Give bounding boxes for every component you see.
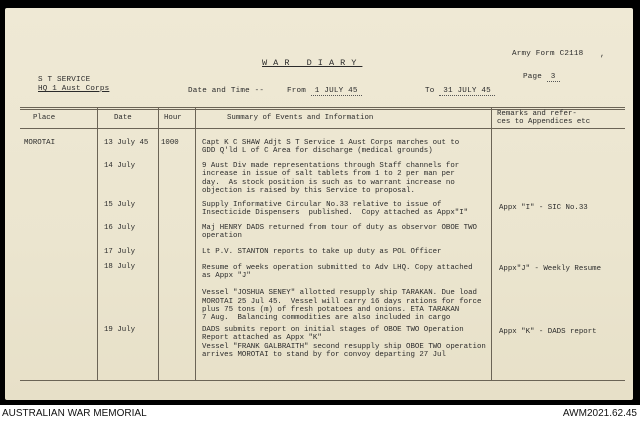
- column-header-remarks: Remarks and refer- ces to Appendices etc: [497, 110, 591, 127]
- row3-remarks: Appx "I" - SIC No.33: [499, 204, 588, 212]
- col-divider-place: [97, 108, 98, 380]
- footer-accession-number: AWM2021.62.45: [562, 408, 637, 419]
- page-label: [523, 73, 560, 81]
- row2-date: 14 July: [104, 162, 136, 170]
- pen-mark: ,: [600, 50, 605, 59]
- row7-remarks: Appx "K" - DADS report: [499, 328, 597, 336]
- unit-name-line1: S T SERVICE: [38, 76, 91, 84]
- row1-place: MOROTAI: [24, 139, 56, 147]
- row7-summary: DADS submits report on initial stages of OBOE TWO Operation Report attached as Appx "K" Vessel "FRANK GALBRAITH" second resupply ship OBOE TWO operation arrives MOROTAI to stand by for convoy departing 27 Jul: [202, 326, 486, 360]
- footer-institution: AUSTRALIAN WAR MEMORIAL: [2, 408, 147, 419]
- col-divider-summary: [491, 108, 492, 380]
- row4-summary: Maj HENRY DADS returned from tour of duty as observor OBOE TWO operation: [202, 224, 477, 241]
- table-header-rule: [20, 128, 625, 129]
- war-diary-page: [5, 8, 633, 400]
- from-field: [287, 87, 362, 95]
- column-header-summary: Summary of Events and Information: [227, 114, 374, 122]
- row5-summary: Lt P.V. STANTON reports to take up duty as POL Officer: [202, 248, 442, 256]
- column-header-place: Place: [33, 114, 56, 122]
- row6-date: 18 July: [104, 263, 136, 271]
- column-header-hour: Hour: [164, 114, 182, 122]
- unit-name-line2: HQ 1 Aust Corps: [38, 85, 110, 93]
- row4-date: 16 July: [104, 224, 136, 232]
- row2-summary: 9 Aust Div made representations through Staff channels for increase in issue of salt tablets from 1 to 2 per man per day. As stock position is such as to warrant increase no objection is raised by this Service to proposal.: [202, 162, 460, 196]
- col-divider-date: [158, 108, 159, 380]
- archive-footer: [0, 405, 640, 423]
- row6-summary: Resume of weeks operation submitted to Adv LHQ. Copy attached as Appx "J" Vessel "JOSHUA SENEY" allotted resupply ship TARAKAN. Due load MOROTAI 25 Jul 45. Vessel will carry 16 days rations for force plus 75 tons (m) of fresh potatoes and onions. ETA TARAKAN 7 Aug. Balancing commodities are also included in cargo: [202, 264, 482, 323]
- page-number: 3: [547, 73, 560, 82]
- row5-date: 17 July: [104, 248, 136, 256]
- row3-summary: Supply Informative Circular No.33 relative to issue of Insecticide Dispensers published. Copy attached as Appx"I": [202, 201, 469, 218]
- row3-date: 15 July: [104, 201, 136, 209]
- col-divider-hour: [195, 108, 196, 380]
- column-header-date: Date: [114, 114, 132, 122]
- page-label-text: Page: [523, 73, 543, 81]
- row1-date: 13 July 45: [104, 139, 149, 147]
- to-label: To: [425, 87, 435, 95]
- row1-summary: Capt K C SHAW Adjt S T Service 1 Aust Corps marches out to GDD Q'ld L of C Area for discharge (medical grounds): [202, 139, 460, 156]
- from-label: From: [287, 87, 307, 95]
- row6-remarks: Appx"J" - Weekly Resume: [499, 265, 602, 273]
- row1-hour: 1000: [161, 139, 179, 147]
- table-bottom-rule: [20, 380, 625, 381]
- diary-title: WAR DIARY: [262, 58, 363, 68]
- from-value: 1 JULY 45: [311, 87, 362, 96]
- to-value: 31 JULY 45: [439, 87, 495, 96]
- date-time-label: Date and Time --: [188, 87, 265, 95]
- table-top-rule: [20, 107, 625, 108]
- row7-date: 19 July: [104, 326, 136, 334]
- to-field: [425, 87, 495, 95]
- army-form-label: Army Form C2118: [512, 50, 584, 58]
